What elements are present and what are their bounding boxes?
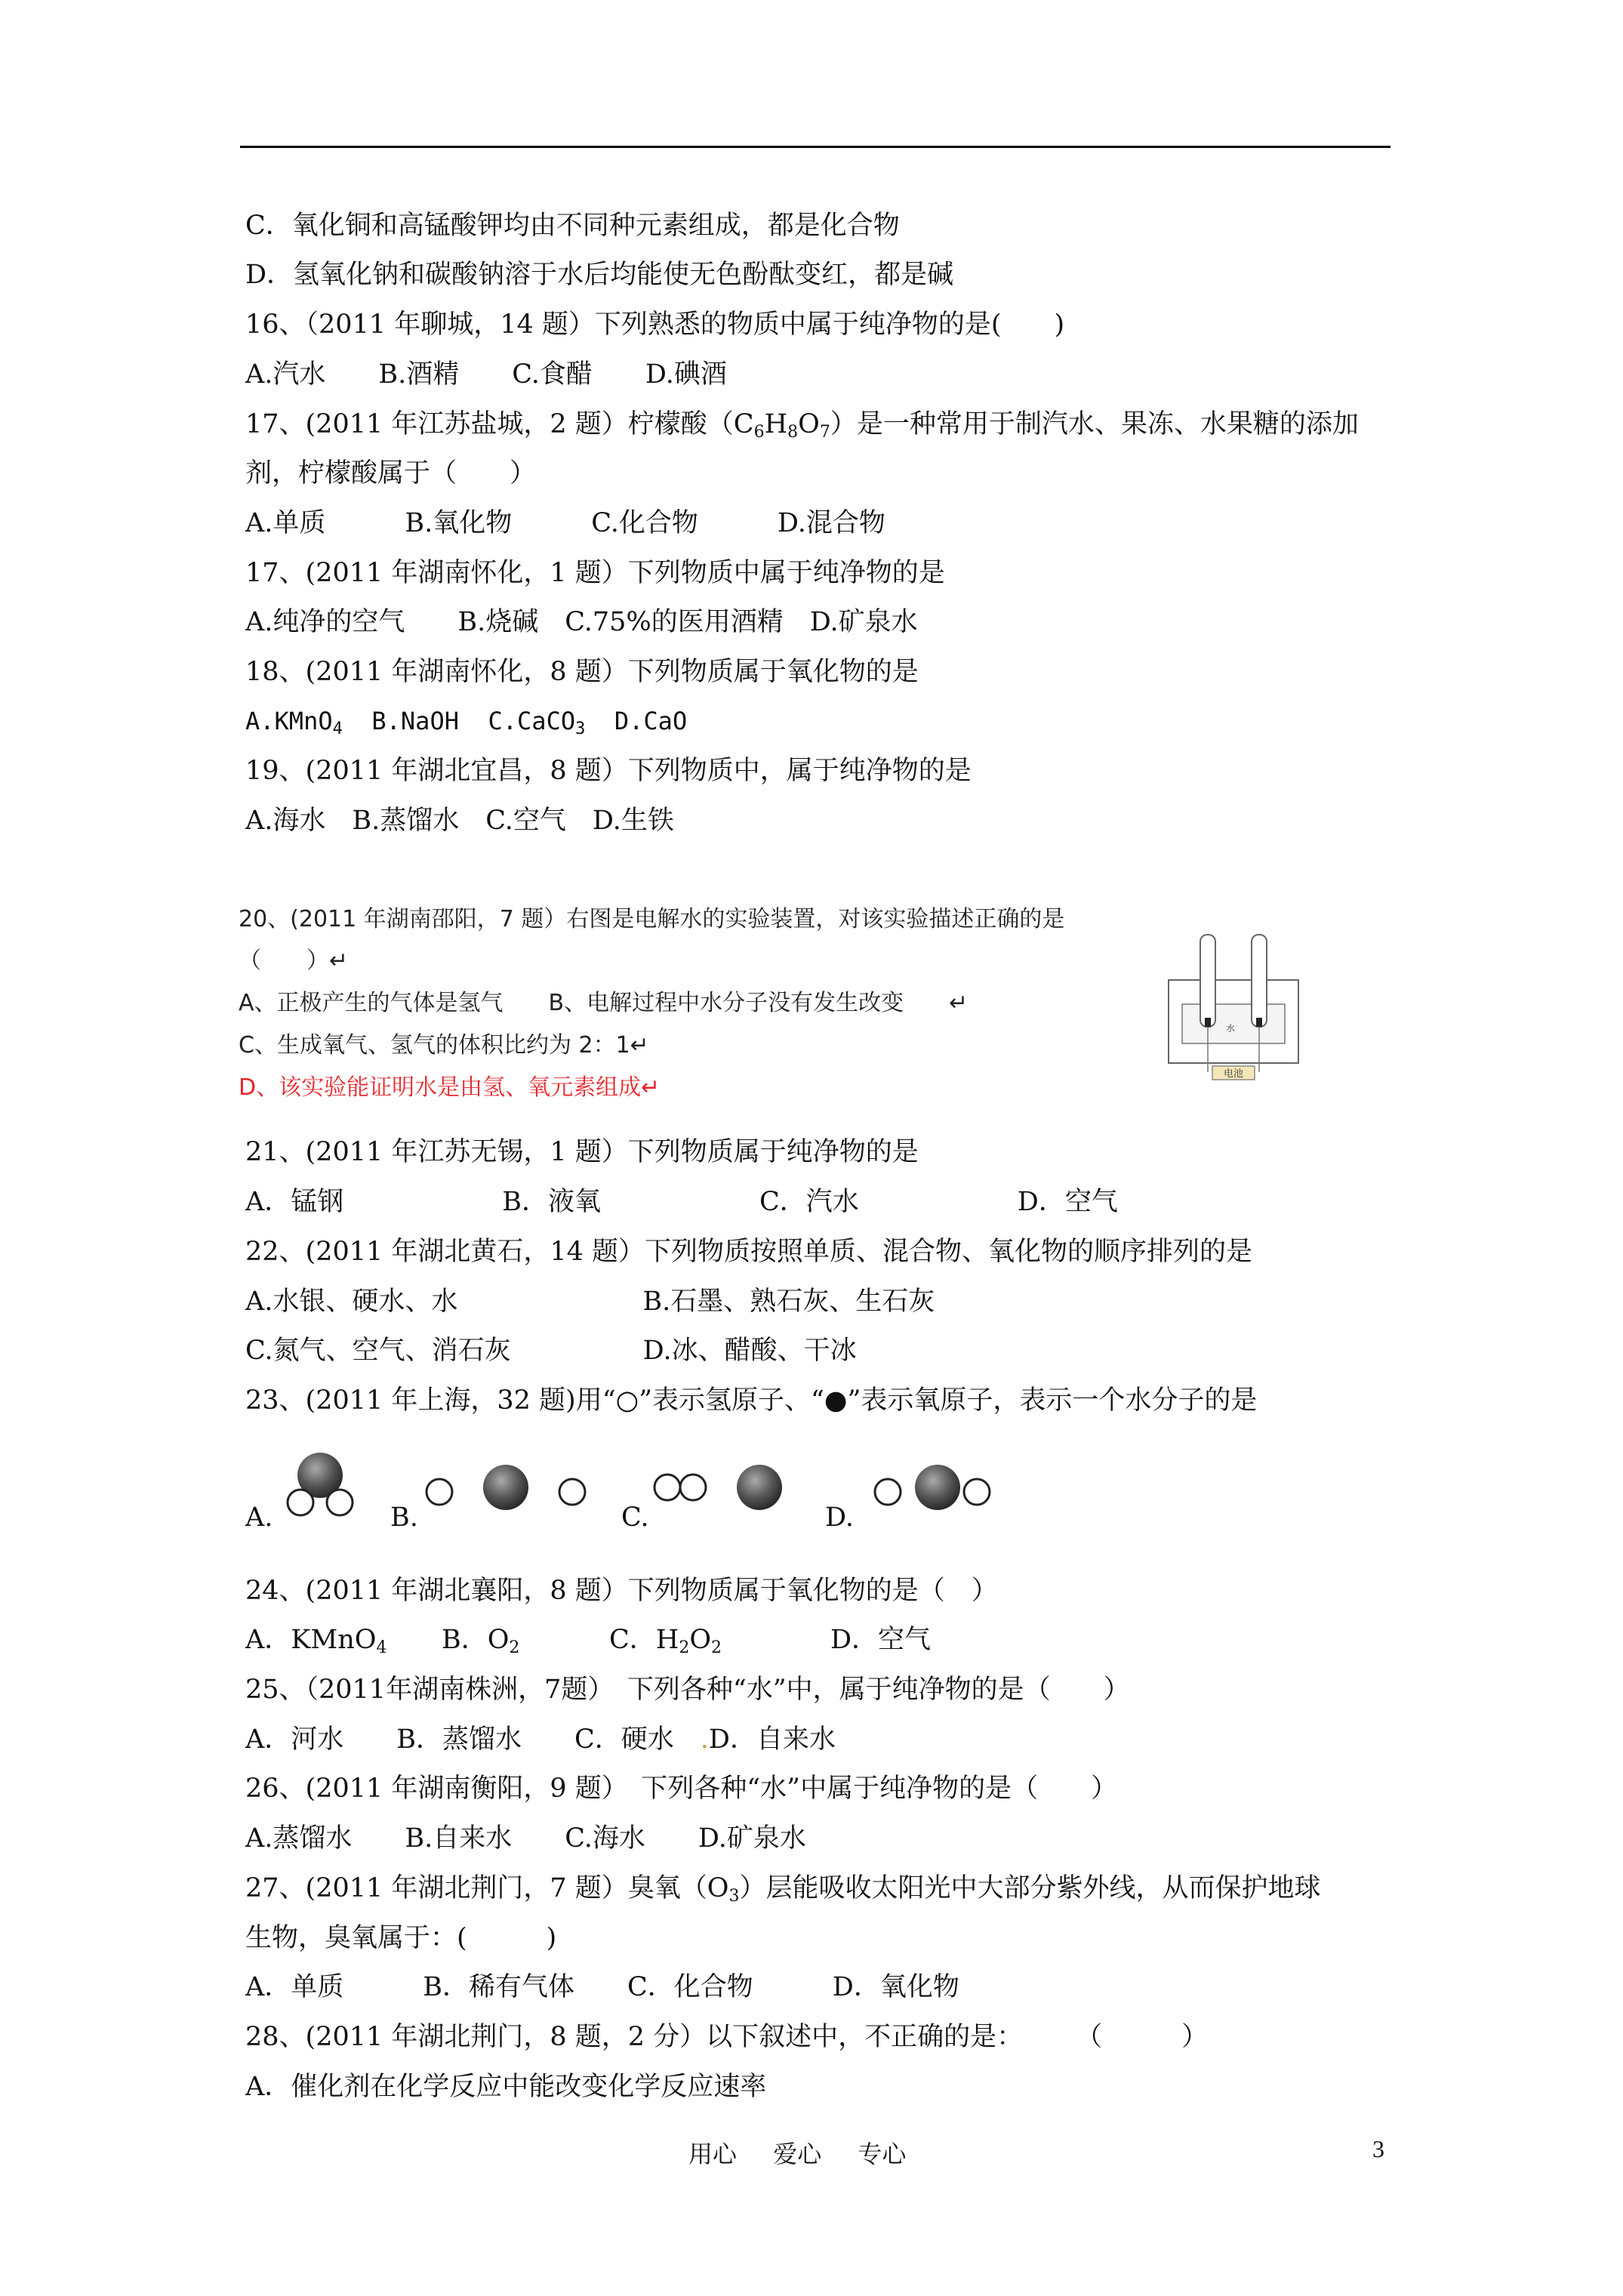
q23-label-d: D.: [825, 1502, 854, 1533]
question-25: 25、（2011年湖南株洲，7题） 下列各种“水”中，属于纯净物的是（ ）: [245, 1675, 1130, 1705]
option-d-prev: D．氢氧化钠和碳酸钠溶于水后均能使无色酚酞变红，都是碱: [245, 260, 954, 290]
question-20-option-c: C、生成氧气、氢气的体积比约为 2：1↵: [239, 1032, 649, 1059]
electrolysis-apparatus-figure: [1163, 927, 1306, 1086]
question-28: 28、(2011 年湖北荆门，8 题，2 分）以下叙述中，不正确的是： （ ）: [245, 2022, 1209, 2052]
question-22: 22、(2011 年湖北黄石，14 题）下列物质按照单质、混合物、氧化物的顺序排列的是: [245, 1237, 1253, 1267]
page-number: 3: [1372, 2135, 1384, 2162]
question-20-line2: （ ）↵: [239, 948, 349, 974]
q23-label-c: C.: [621, 1502, 649, 1533]
question-28-option-a: A．催化剂在化学反应中能改变化学反应速率: [245, 2072, 767, 2102]
header-rule: [240, 146, 1390, 148]
question-27-options: A．单质 B．稀有气体 C．化合物 D．氧化物: [245, 1972, 959, 2002]
molecule-option-c: [654, 1465, 782, 1510]
question-16-options: A.汽水 B.酒精 C.食醋 D.碘酒: [245, 359, 727, 390]
question-16: 16、（2011 年聊城，14 题）下列熟悉的物质中属于纯净物的是( ): [245, 310, 1065, 340]
question-18-options: A.KMnO$_4$ B.NaOH C.CaCO$_3$ D.CaO: [245, 707, 688, 738]
footer-item: 专心: [858, 2140, 907, 2168]
question-17a-line1: 17、(2011 年江苏盐城，2 题）柠檬酸$(C_6H_8O_7)$是一种常用于制汽水、果冻、水果糖的添加: [245, 409, 1359, 442]
question-22-options-ab: A.水银、硬水、水 B.石墨、熟石灰、生石灰: [245, 1287, 935, 1317]
question-17a-line2: 剂，柠檬酸属于（ ）: [245, 458, 537, 488]
page-footer: [688, 2135, 935, 2170]
question-20-options-ab: A、正极产生的气体是氢气 B、电解过程中水分子没有发生改变 ↵: [239, 990, 969, 1016]
question-20-option-d: D、该实验能证明水是由氢、氧元素组成↵: [239, 1074, 661, 1101]
question-24-options: A．KMnO$_4$ B．$O_2$ C．$H_2O_2$ D．空气: [245, 1625, 932, 1657]
question-27-line2: 生物，臭氧属于：( ): [245, 1923, 557, 1953]
molecule-option-d: [875, 1465, 990, 1510]
option-c-prev: C．氧化铜和高锰酸钾均由不同种元素组成，都是化合物: [245, 211, 900, 241]
question-23: 23、(2011 年上海，32 题)用“○”表示氢原子、“●”表示氧原子，表示一个水分子的是: [245, 1385, 1258, 1416]
molecule-option-a: [288, 1453, 353, 1515]
apparatus-battery-label: 电池: [1223, 1068, 1244, 1080]
question-26-options: A.蒸馏水 B.自来水 C.海水 D.矿泉水: [245, 1823, 806, 1854]
q23-label-b: B.: [390, 1502, 418, 1533]
molecule-option-b: [427, 1465, 585, 1510]
q23-label-a: A.: [245, 1502, 273, 1533]
question-24: 24、(2011 年湖北襄阳，8 题）下列物质属于氧化物的是（ ）: [245, 1576, 998, 1606]
question-25-options: A．河水 B．蒸馏水 C．硬水 .D．自来水: [245, 1724, 836, 1755]
question-22-options-cd: C.氮气、空气、消石灰 D.冰、醋酸、干冰: [245, 1336, 857, 1366]
question-20-line1: 20、(2011 年湖南邵阳，7 题）右图是电解水的实验装置，对该实验描述正确的是: [239, 906, 1065, 932]
question-17b: 17、(2011 年湖南怀化，1 题）下列物质中属于纯净物的是: [245, 558, 945, 588]
question-17b-options: A.纯净的空气 B.烧碱 C.75%的医用酒精 D.矿泉水: [245, 607, 918, 637]
question-21: 21、(2011 年江苏无锡，1 题）下列物质属于纯净物的是: [245, 1137, 919, 1167]
question-17a-options: A.单质 B.氧化物 C.化合物 D.混合物: [245, 508, 885, 538]
question-26: 26、(2011 年湖南衡阳，9 题） 下列各种“水”中属于纯净物的是（ ）: [245, 1774, 1118, 1804]
question-27-line1: 27、(2011 年湖北荆门，7 题）臭氧$(O_3)$层能吸收太阳光中大部分紫外线，从而保护地球: [245, 1873, 1321, 1906]
question-19: 19、(2011 年湖北宜昌，8 题）下列物质中，属于纯净物的是: [245, 756, 972, 786]
question-18: 18、(2011 年湖南怀化，8 题）下列物质属于氧化物的是: [245, 657, 919, 687]
question-21-options: A．锰钢 B．液氧 C．汽水 D．空气: [245, 1187, 1118, 1217]
footer-item: 爱心: [773, 2140, 822, 2168]
footer-item: 用心: [688, 2140, 738, 2168]
apparatus-water-label: 水: [1225, 1023, 1236, 1034]
question-19-options: A.海水 B.蒸馏水 C.空气 D.生铁: [245, 806, 674, 836]
